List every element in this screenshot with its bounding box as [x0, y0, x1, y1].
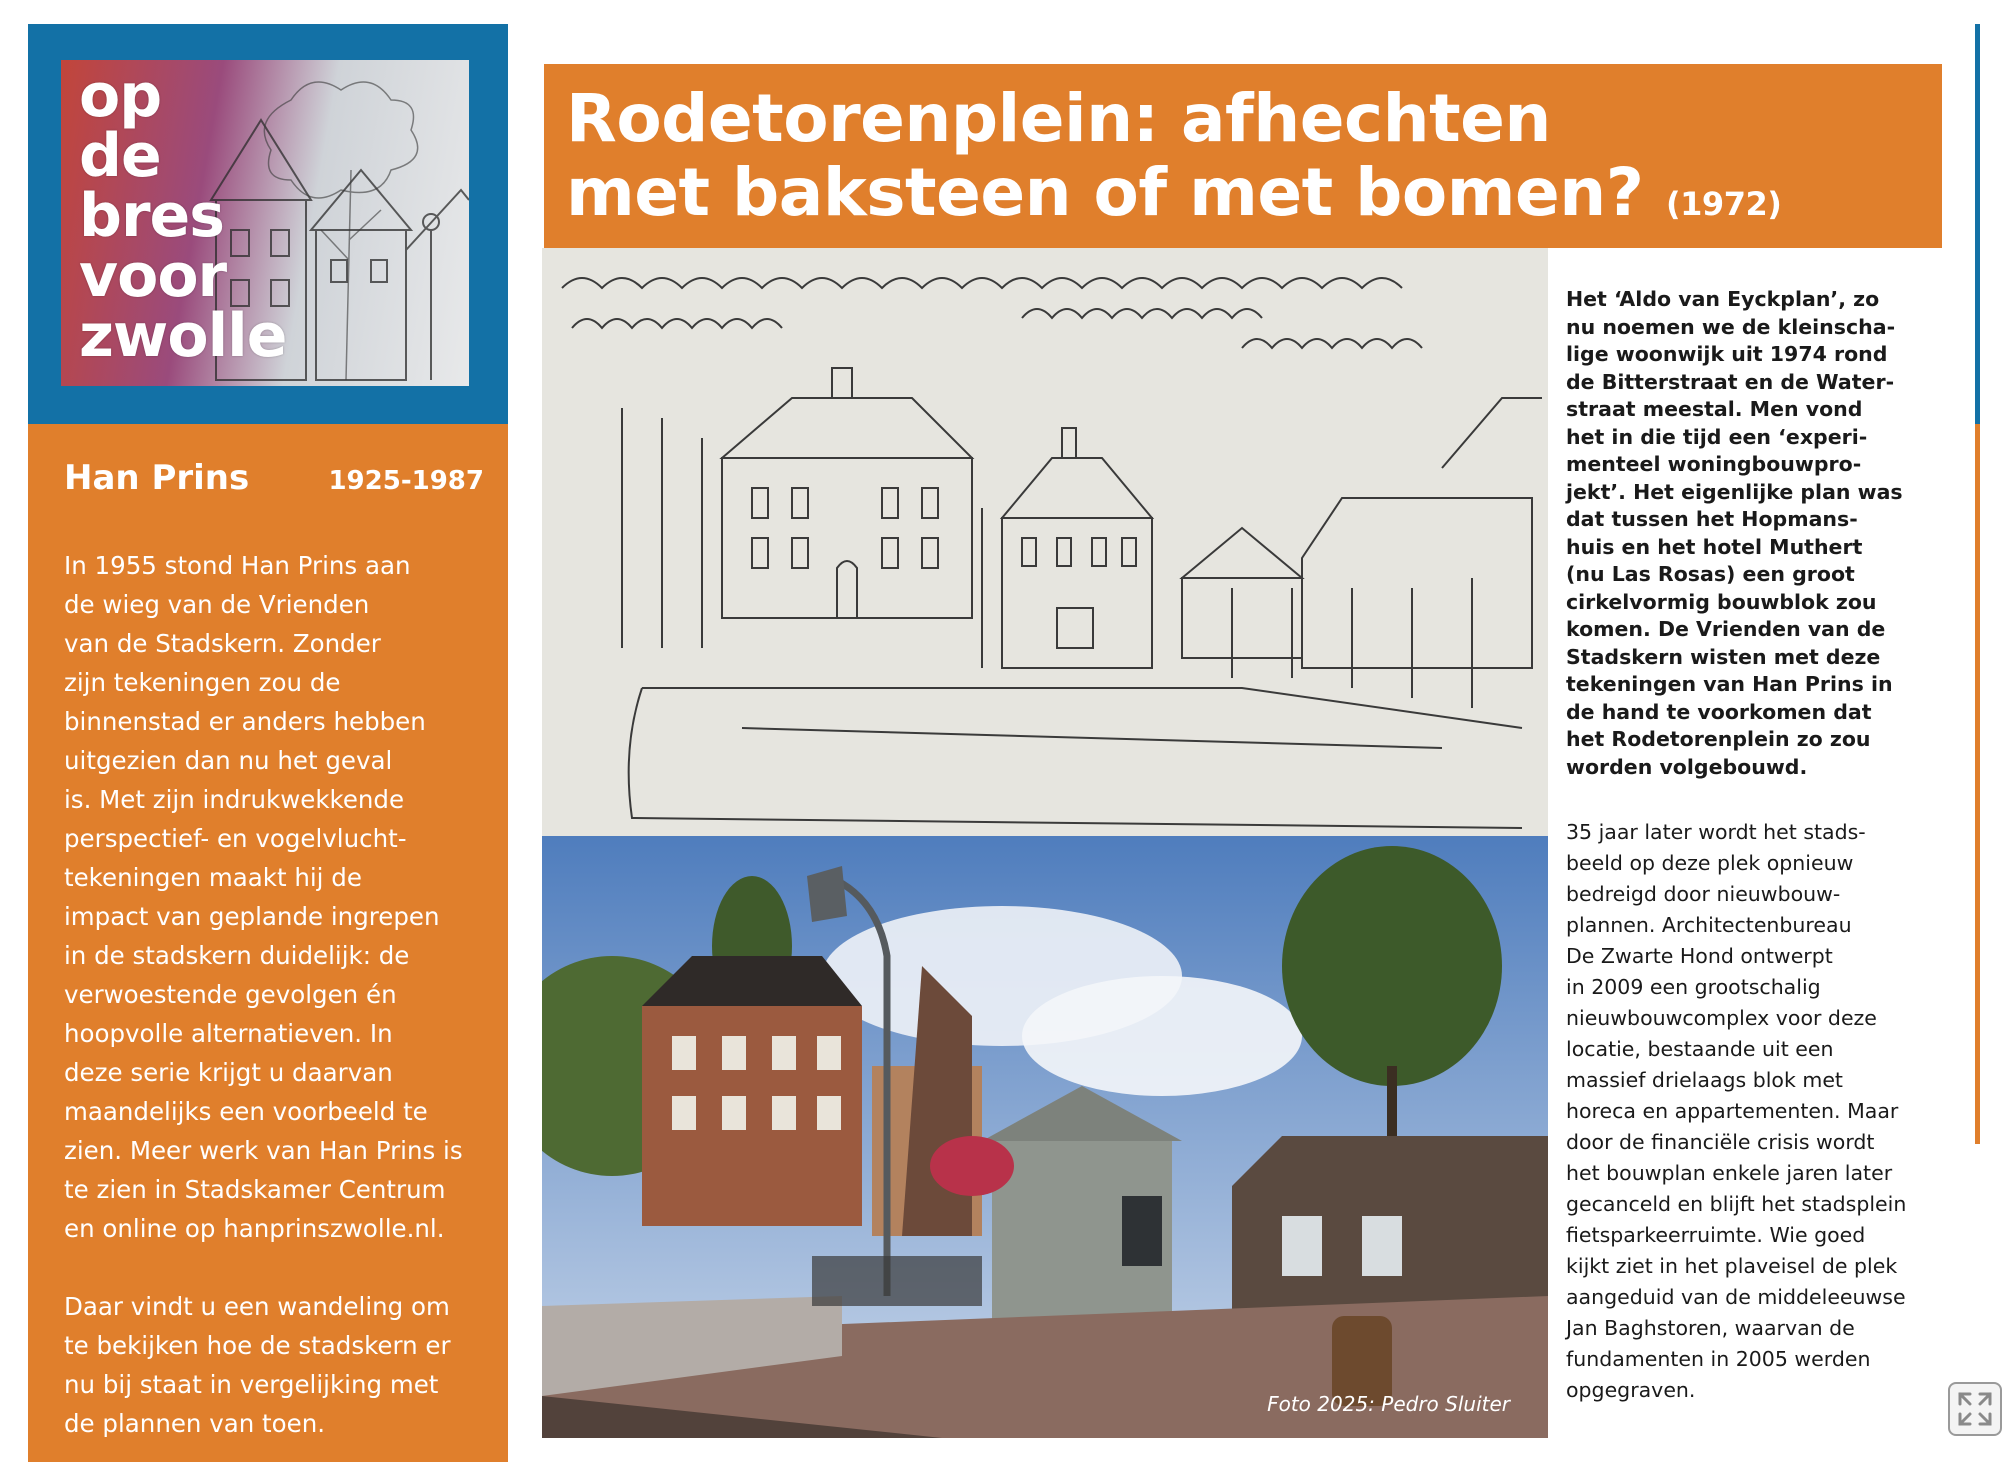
article-intro: Het ‘Aldo van Eyckplan’, zo nu noemen we de kleinscha- lige woonwijk uit 1974 rond de Bitterstraat en de Water- straat meestal. Men vond het in die tijd een ‘experi- menteel woningbouwpro- jekt’. Het eigenlijke plan was dat tussen het Hopmans- huis en het hotel Muthert (nu Las Rosas) een groot cirkelvormig bouwblok zou komen. De Vrienden van de Stadskern wisten met deze tekeningen van Han Prins in de hand te voorkomen dat het Rodetorenplein zo zou worden volgebouwd. [1566, 287, 1903, 779]
article-header [544, 64, 1942, 248]
author-bio [64, 546, 494, 1464]
article-title-text: Rodetorenplein: afhechten met baksteen of met bomen? [566, 80, 1644, 231]
street-photo [542, 836, 1548, 1438]
bio-paragraph: Daar vindt u een wandeling om te bekijken hoe de stadskern er nu bij staat in vergelijking met de plannen van toen. [64, 1292, 451, 1438]
author-name: Han Prins [64, 458, 250, 498]
expand-button[interactable] [1948, 1382, 2002, 1436]
article-year: (1972) [1666, 185, 1782, 223]
edge-accent-orange [1975, 424, 1980, 1144]
article-body: 35 jaar later wordt het stads- beeld op deze plek opnieuw bedreigd door nieuwbouw- plannen. Architectenbureau De Zwarte Hond ontwerpt in 2009 een grootschalig nieuwbouwcomplex voor deze locatie, bestaande uit een massief drielaags blok met horeca en appartementen. Maar door de financiële crisis wordt het bouwplan enkele jaren later gecanceld en blijft het stadsplein fietsparkeerruimte. Wie goed kijkt ziet in het plaveisel de plek aangeduid van de middeleeuwse Jan Baghstoren, waarvan de fundamenten in 2005 werden opgegraven. [1566, 820, 1907, 1402]
article-text [1566, 286, 1936, 1406]
logo-word: op [79, 61, 162, 131]
edge-accent-blue [1975, 24, 1980, 424]
logo-wordmark [79, 61, 287, 371]
logo-panel [28, 24, 508, 424]
sketch-drawing [542, 248, 1548, 836]
photo-illustration [542, 836, 1548, 1438]
photo-credit: Foto 2025: Pedro Sluiter [1267, 1392, 1510, 1416]
logo-word: bres [79, 181, 224, 251]
sketch-illustration [542, 248, 1548, 836]
bio-paragraph: In 1955 stond Han Prins aan de wieg van de Vrienden van de Stadskern. Zonder zijn tekeningen zou de binnenstad er anders hebben uitgezien dan nu het geval is. Met zijn indrukwekkende perspectief- en vogelvlucht- tekeningen maakt hij de impact van geplande ingrepen in de stadskern duidelijk: de verwoestende gevolgen én hoopvolle alternatieven. In deze serie krijgt u daarvan maandelijks een voorbeeld te zien. Meer werk van Han Prins is te zien in Stadskamer Centrum en online op hanprinszwolle.nl. [64, 551, 463, 1243]
author-header [64, 458, 484, 502]
logo-word: voor [79, 241, 227, 311]
logo-word: zwolle [79, 301, 287, 371]
sidebar [28, 24, 508, 1462]
logo-word: de [79, 121, 161, 191]
expand-icon [1950, 1384, 2000, 1434]
logo-image [61, 60, 469, 386]
author-years: 1925-1987 [328, 466, 484, 496]
article-title [566, 82, 1781, 241]
